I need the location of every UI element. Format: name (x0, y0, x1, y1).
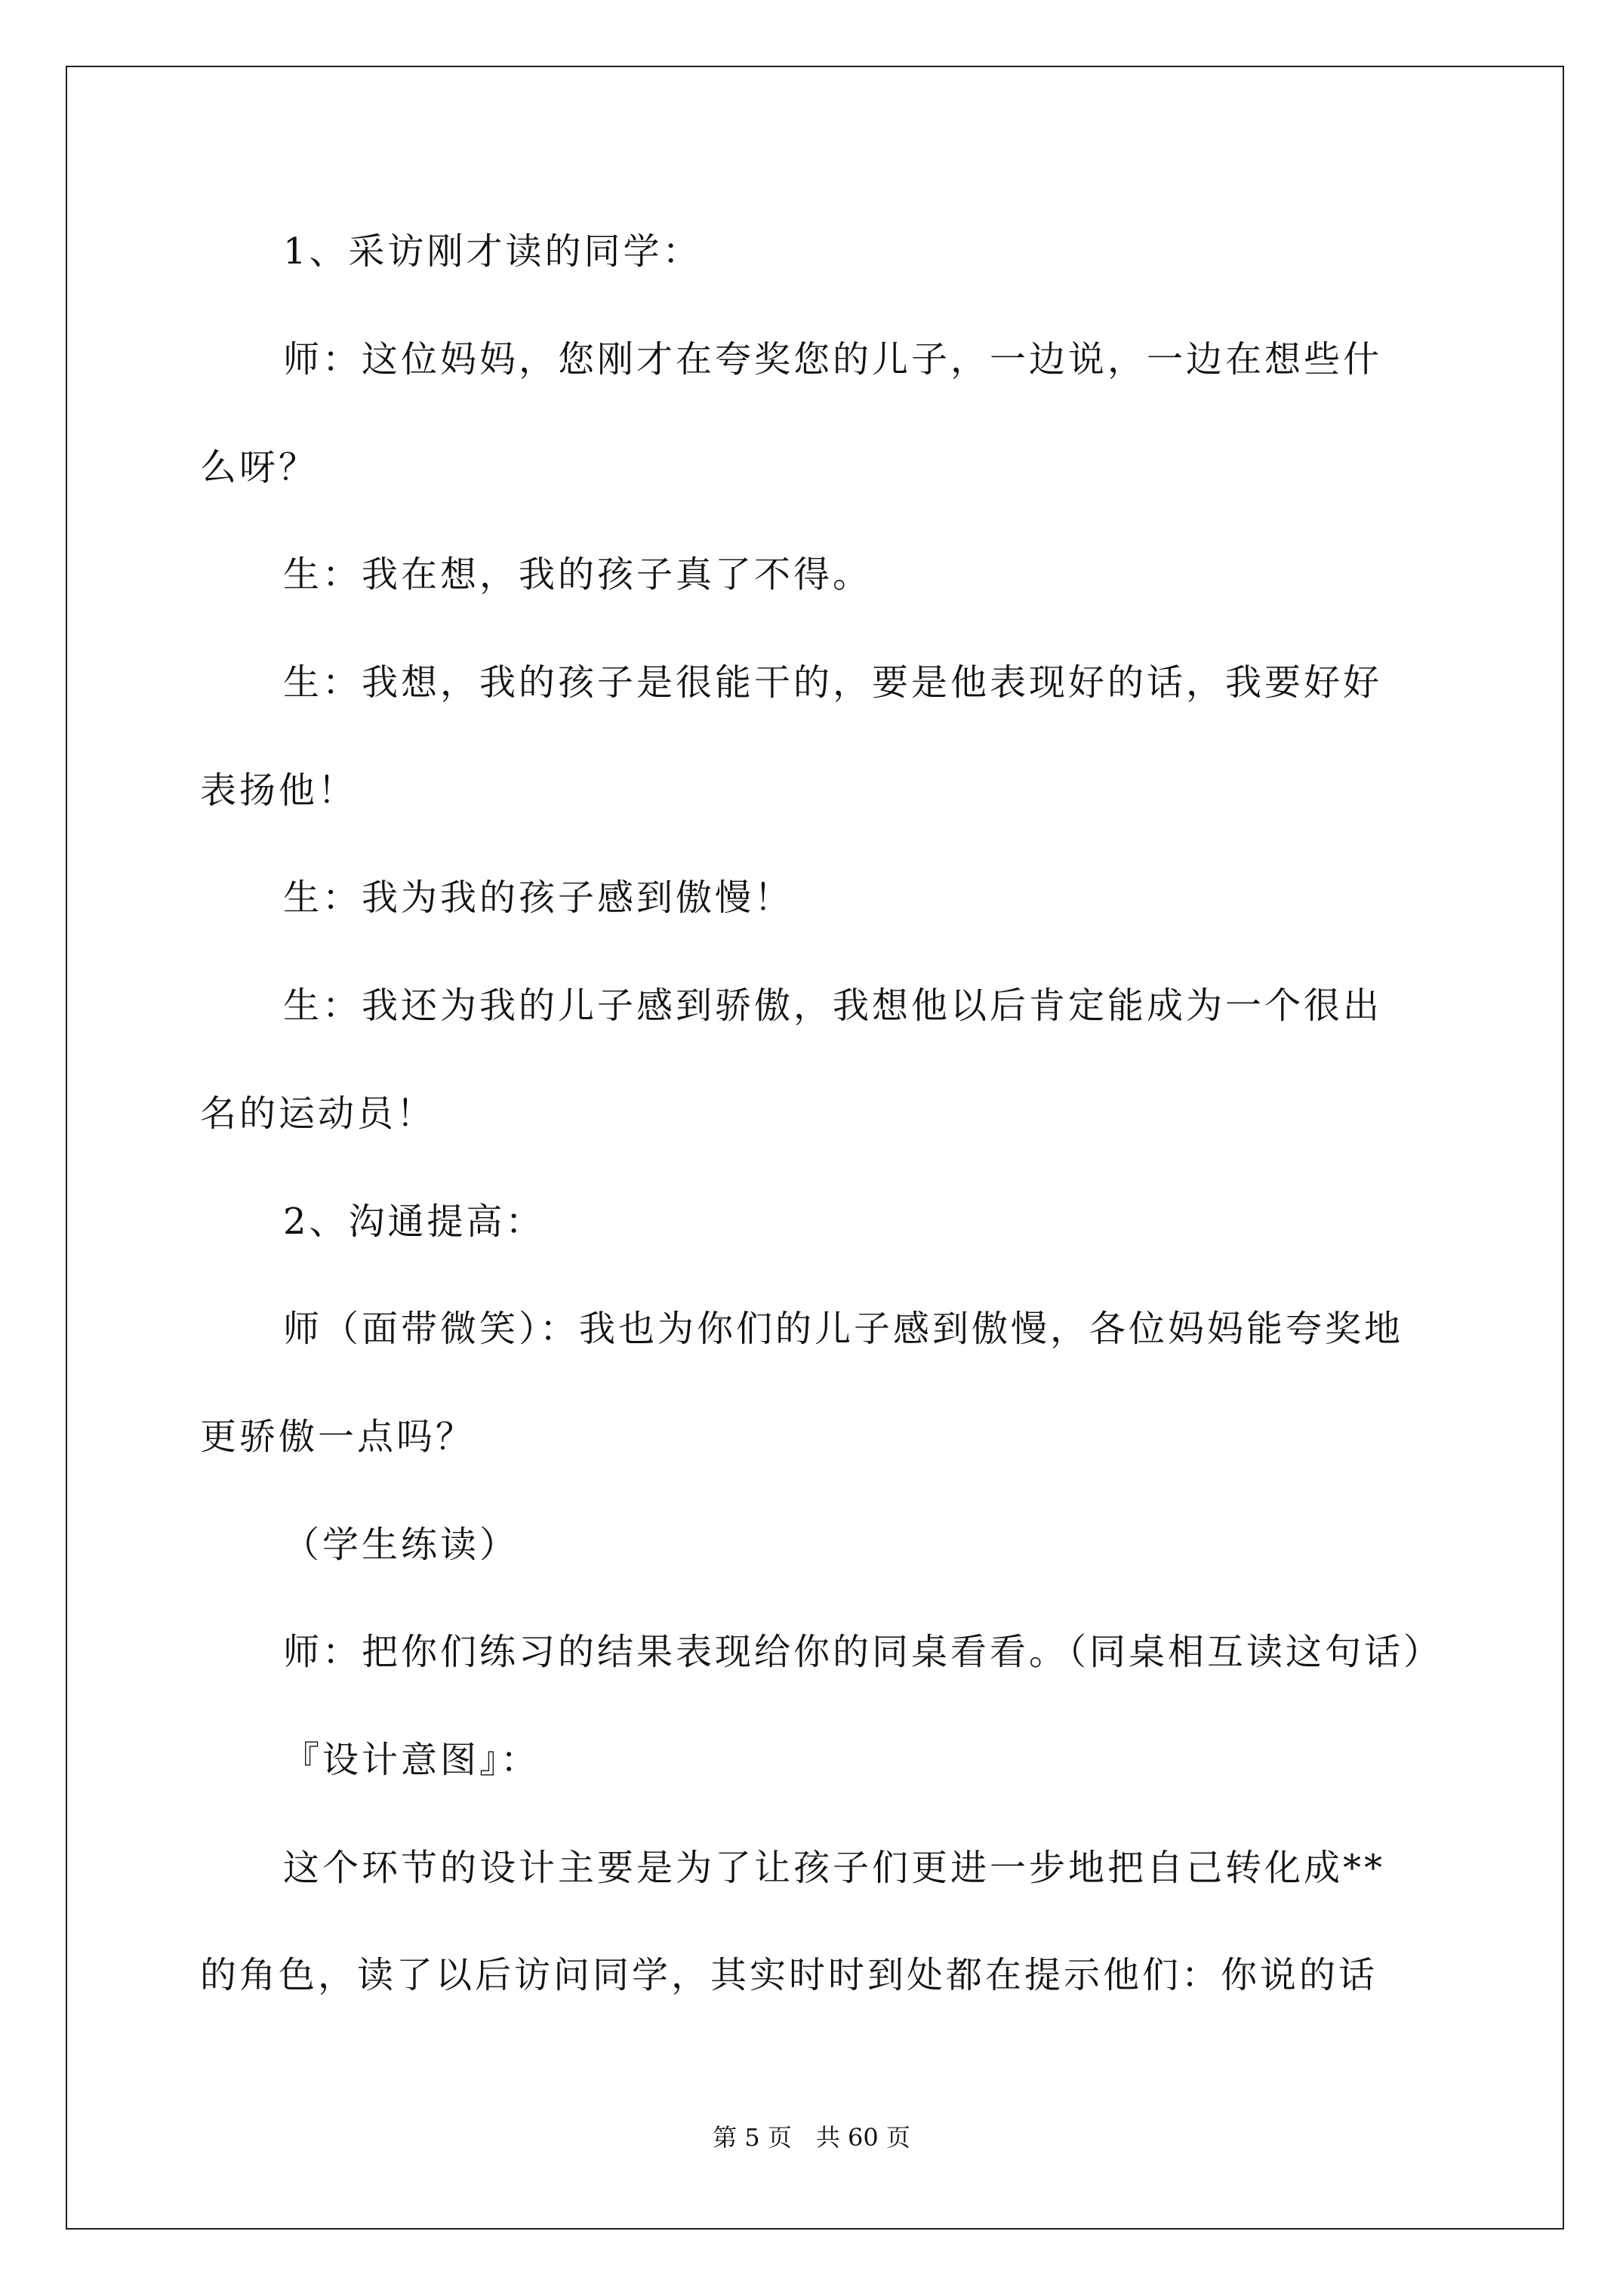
text-line: 的角色，读了以后访问同学，其实时时到处都在提示他们：你说的话 (200, 1954, 1378, 1996)
text-line: 生：我想，我的孩子是很能干的，要是他表现好的话，我要好好 (283, 661, 1383, 704)
text-line: 2、沟通提高： (283, 1200, 545, 1243)
text-line: 生：我还为我的儿子感到骄傲，我想他以后肯定能成为一个很出 (283, 985, 1383, 1027)
text-line: 生：我在想，我的孩子真了不得。 (283, 553, 873, 596)
text-line: 『设计意图』： (283, 1739, 540, 1781)
text-line: 这个环节的设计主要是为了让孩子们更进一步地把自己转化成** (283, 1847, 1386, 1889)
text-line: 师：把你们练习的结果表现给你的同桌看看。（同桌相互读这句话） (283, 1631, 1443, 1673)
text-line: （学生练读） (283, 1524, 519, 1566)
text-line: 么呀？ (200, 446, 319, 488)
text-line: 更骄傲一点吗？ (200, 1416, 476, 1458)
text-line: 师：这位妈妈，您刚才在夸奖您的儿子，一边说，一边在想些什 (283, 338, 1383, 381)
text-line: 生：我为我的孩子感到傲慢！ (283, 877, 794, 919)
text-line: 1、采访刚才读的同学： (283, 230, 702, 273)
text-line: 师（面带微笑）：我也为你们的儿子感到傲慢，各位妈妈能夸奖地 (283, 1308, 1404, 1350)
text-line: 表扬他！ (200, 769, 358, 812)
page-border (66, 66, 1564, 2230)
text-line: 名的运动员！ (200, 1093, 436, 1135)
page-number: 第 5 页 共 60 页 (713, 2123, 910, 2152)
